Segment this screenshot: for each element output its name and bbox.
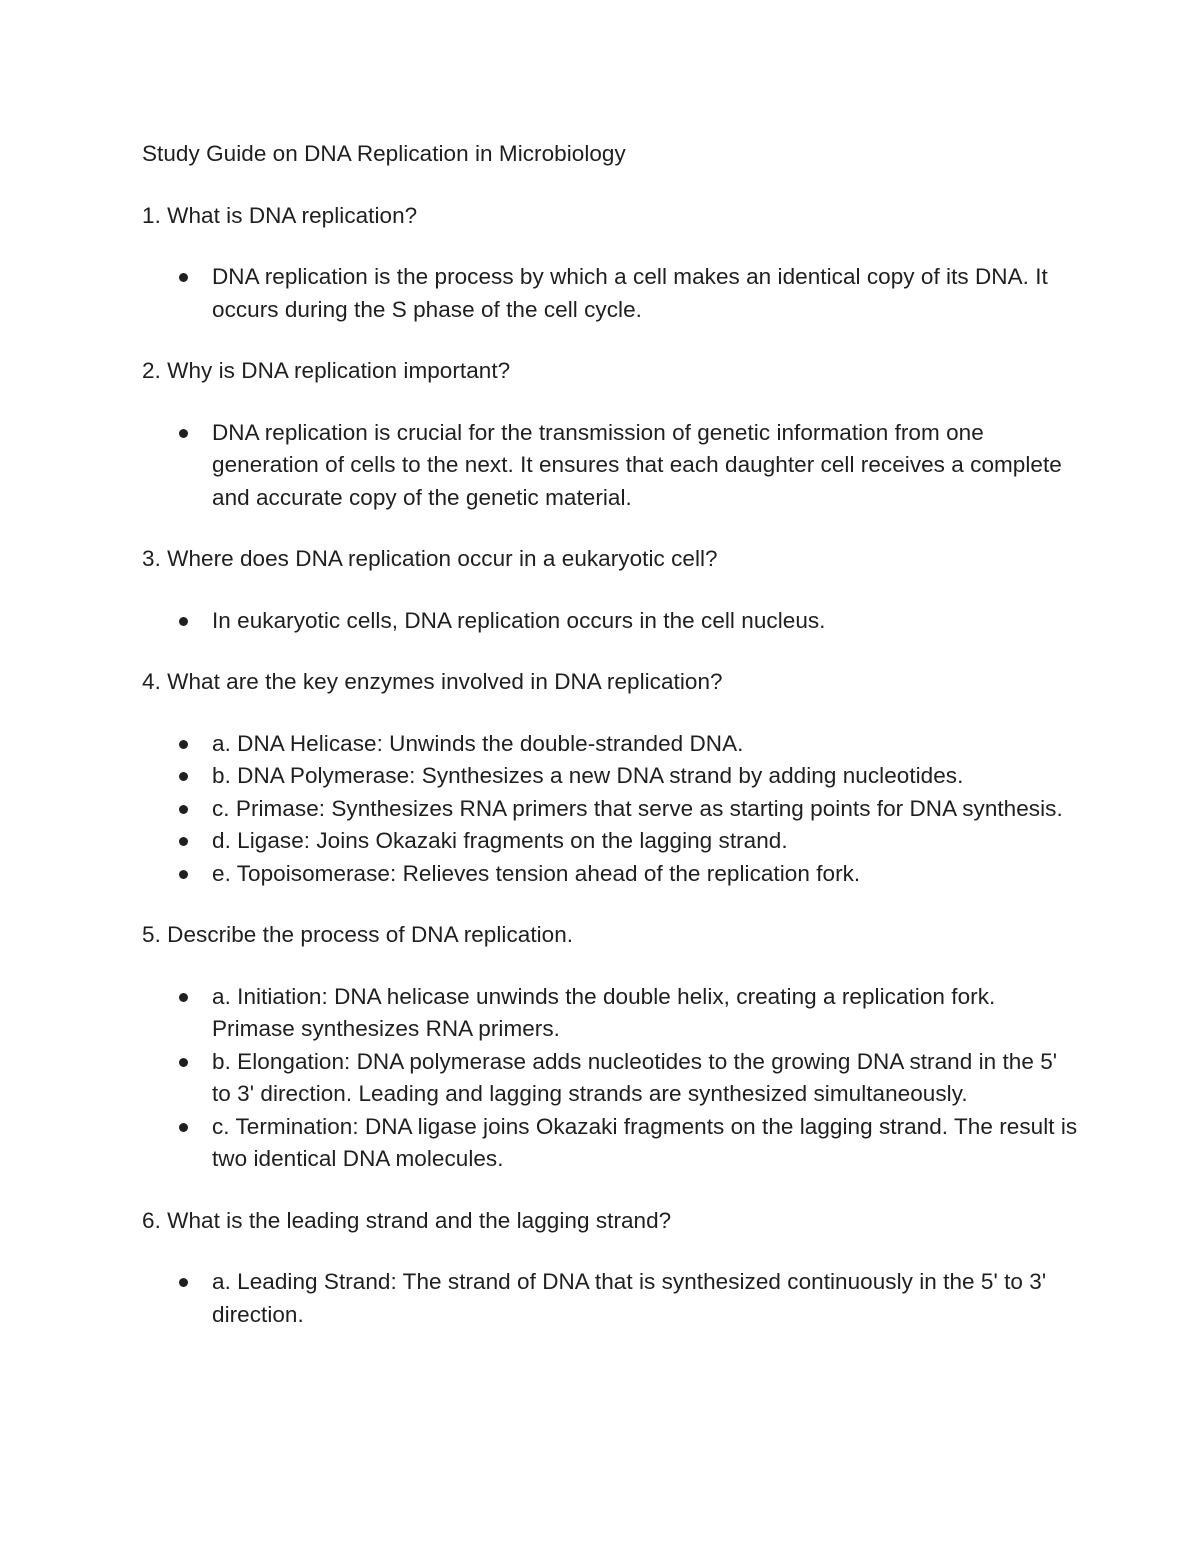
answer-list-3 xyxy=(142,605,1082,638)
bullet-icon xyxy=(179,870,188,879)
list-item xyxy=(212,981,1082,1046)
question-5: 5. Describe the process of DNA replication. xyxy=(142,922,574,947)
question-6: 6. What is the leading strand and the lagging strand? xyxy=(142,1207,672,1233)
list-item xyxy=(212,605,1082,638)
answer-text: a. Leading Strand: The strand of DNA that is synthesized continuously in the 5' to 3' direction. xyxy=(212,1269,1047,1327)
bullet-icon xyxy=(179,772,188,781)
list-item xyxy=(212,1111,1082,1176)
bullet-icon xyxy=(179,273,188,282)
answer-text: DNA replication is crucial for the transmission of genetic information from one generation of cells to the next. It ensures that each daughter cell receives a complete and accurate copy of the genetic material. xyxy=(212,419,1062,510)
bullet-icon xyxy=(179,740,188,749)
answer-text: b. Elongation: DNA polymerase adds nucleotides to the growing DNA strand in the 5' to 3' direction. Leading and lagging strands are synthesized simultaneously. xyxy=(212,1048,1058,1106)
list-item xyxy=(212,261,1082,326)
list-item xyxy=(212,825,1082,858)
list-item xyxy=(212,858,1082,891)
answer-text: a. Initiation: DNA helicase unwinds the double helix, creating a replication fork. Primase synthesizes RNA primers. xyxy=(212,983,996,1041)
answer-text: In eukaryotic cells, DNA replication occurs in the cell nucleus. xyxy=(212,607,826,633)
answer-text: DNA replication is the process by which a cell makes an identical copy of its DNA. It occurs during the S phase of the cell cycle. xyxy=(212,264,1048,322)
answer-text: a. DNA Helicase: Unwinds the double-stranded DNA. xyxy=(212,730,744,756)
question-3: 3. Where does DNA replication occur in a eukaryotic cell? xyxy=(142,546,718,571)
list-item xyxy=(212,728,1082,761)
document-body xyxy=(142,138,1082,1360)
list-item xyxy=(212,793,1082,826)
answer-text: b. DNA Polymerase: Synthesizes a new DNA strand by adding nucleotides. xyxy=(212,763,964,788)
answer-text: e. Topoisomerase: Relieves tension ahead of the replication fork. xyxy=(212,860,861,886)
answer-list-6 xyxy=(142,1266,1082,1331)
bullet-icon xyxy=(179,993,188,1002)
list-item xyxy=(212,417,1082,515)
bullet-icon xyxy=(179,837,188,846)
bullet-icon xyxy=(179,617,188,626)
answer-list-2 xyxy=(142,417,1082,515)
question-1: 1. What is DNA replication? xyxy=(142,202,418,228)
bullet-icon xyxy=(179,805,188,814)
bullet-icon xyxy=(179,1123,188,1132)
question-4: 4. What are the key enzymes involved in DNA replication? xyxy=(142,669,723,694)
bullet-icon xyxy=(179,429,188,438)
list-item xyxy=(212,1046,1082,1111)
answer-list-5 xyxy=(142,981,1082,1176)
bullet-icon xyxy=(179,1278,188,1287)
answer-text: d. Ligase: Joins Okazaki fragments on the lagging strand. xyxy=(212,828,788,853)
list-item xyxy=(212,760,1082,793)
answer-text: c. Primase: Synthesizes RNA primers that serve as starting points for DNA synthesis. xyxy=(212,795,1063,821)
answer-list-4 xyxy=(142,728,1082,891)
answer-text: c. Termination: DNA ligase joins Okazaki fragments on the lagging strand. The result is two identical DNA molecules. xyxy=(212,1113,1078,1171)
question-2: 2. Why is DNA replication important? xyxy=(142,358,511,383)
document-title: Study Guide on DNA Replication in Microbiology xyxy=(142,141,626,166)
list-item xyxy=(212,1266,1082,1331)
bullet-icon xyxy=(179,1058,188,1067)
answer-list-1 xyxy=(142,261,1082,326)
